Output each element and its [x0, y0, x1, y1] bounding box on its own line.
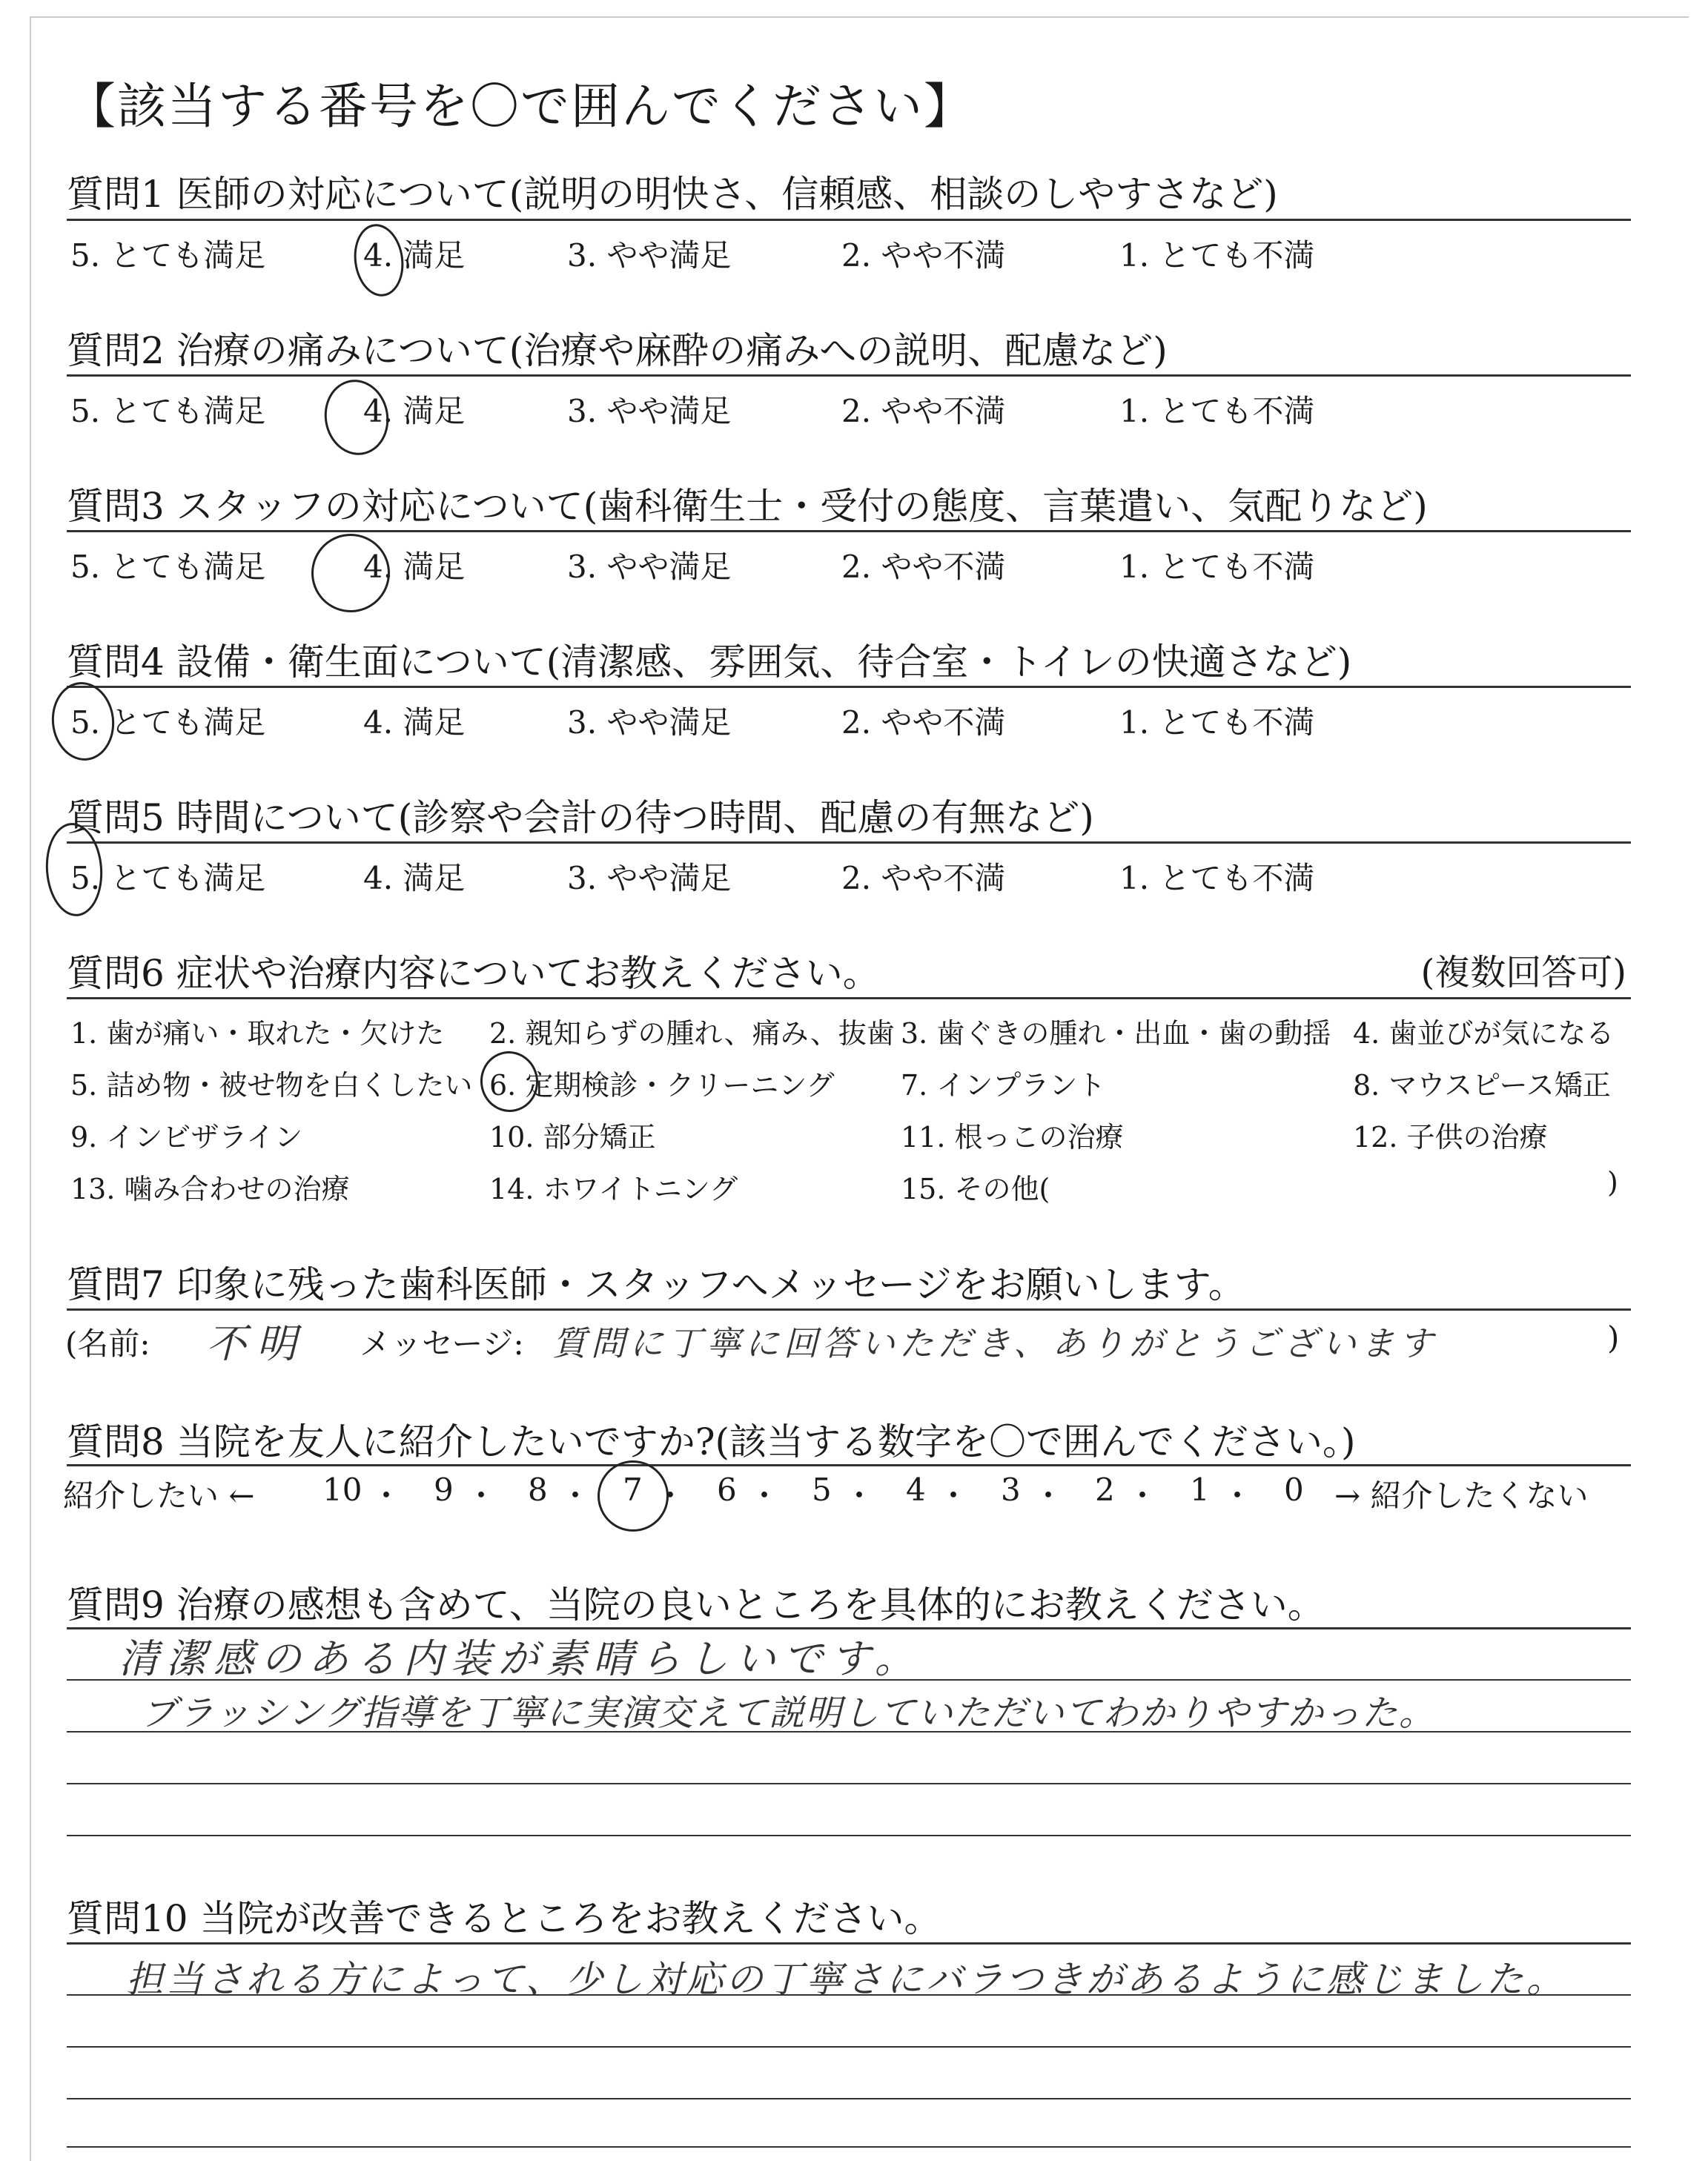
q2-option-2[interactable]: 2. やや不満: [841, 393, 1006, 429]
q7-name-handwritten[interactable]: 不明: [206, 1320, 307, 1367]
q10-write-line-3: [67, 2098, 1631, 2099]
q4-option-2[interactable]: 2. やや不満: [841, 704, 1006, 741]
question-3-label: 質問3 スタッフの対応について(歯科衛生士・受付の態度、言葉遣い、気配りなど): [67, 485, 1428, 528]
question-7-label: 質問7 印象に残った歯科医師・スタッフへメッセージをお願いします。: [67, 1263, 1245, 1306]
q6-other-close: ): [1607, 1166, 1618, 1199]
q8-left-label: 紹介したい ←: [63, 1477, 255, 1514]
q1-option-4[interactable]: 4. 満足: [363, 237, 466, 274]
q5-option-2[interactable]: 2. やや不満: [841, 860, 1006, 896]
form-title: 【該当する番号を〇で囲んでください】: [67, 78, 974, 135]
q6-option-1[interactable]: 1. 歯が痛い・取れた・欠けた: [70, 1017, 445, 1050]
q7-message-handwritten[interactable]: 質問に丁寧に回答いただき、ありがとうございます: [552, 1323, 1438, 1363]
q8-sep-6: ・: [844, 1477, 875, 1514]
q8-value-5[interactable]: 5: [812, 1472, 832, 1508]
q8-sep-1: ・: [371, 1477, 403, 1514]
q8-value-10[interactable]: 10: [322, 1472, 363, 1508]
q6-option-13[interactable]: 13. 噛み合わせの治療: [70, 1173, 350, 1205]
q9-answer-line-1[interactable]: 清潔感のある内装が素晴らしいです。: [119, 1635, 922, 1682]
q8-value-3[interactable]: 3: [1001, 1472, 1021, 1508]
q8-sep-10: ・: [1222, 1477, 1254, 1514]
question-3-rule: [67, 530, 1631, 532]
question-5-rule: [67, 841, 1631, 844]
question-8-label: 質問8 当院を友人に紹介したいですか?(該当する数字を〇で囲んでください。): [67, 1420, 1356, 1463]
question-4-label: 質問4 設備・衛生面について(清潔感、雰囲気、待合室・トイレの快適さなど): [67, 641, 1352, 684]
q6-option-14[interactable]: 14. ホワイトニング: [489, 1173, 738, 1205]
question-6-label: 質問6 症状や治療内容についてお教えください。: [67, 952, 880, 995]
question-4-rule: [67, 686, 1631, 688]
question-6-multiple-note: (複数回答可): [1420, 952, 1626, 993]
question-5-label: 質問5 時間について(診察や会計の待つ時間、配慮の有無など): [67, 796, 1094, 839]
q10-write-line-4: [67, 2146, 1631, 2148]
q8-sep-8: ・: [1033, 1477, 1065, 1514]
q6-option-15[interactable]: 15. その他(: [901, 1173, 1050, 1205]
q7-name-label: (名前:: [65, 1326, 150, 1362]
q4-option-4[interactable]: 4. 満足: [363, 704, 466, 741]
q6-option-9[interactable]: 9. インビザライン: [70, 1121, 303, 1154]
q8-value-9[interactable]: 9: [434, 1472, 454, 1508]
q6-option-3[interactable]: 3. 歯ぐきの腫れ・出血・歯の動揺: [901, 1017, 1331, 1050]
question-10-label: 質問10 当院が改善できるところをお教えください。: [67, 1897, 941, 1940]
q9-write-line-3: [67, 1783, 1631, 1784]
q5-option-5[interactable]: 5. とても満足: [70, 860, 266, 896]
question-2-label: 質問2 治療の痛みについて(治療や麻酔の痛みへの説明、配慮など): [67, 329, 1168, 372]
q8-sep-5: ・: [749, 1477, 781, 1514]
question-6-rule: [67, 997, 1631, 999]
q2-option-4[interactable]: 4. 満足: [363, 393, 466, 429]
q7-close: ): [1607, 1320, 1620, 1356]
q3-option-3[interactable]: 3. やや満足: [567, 549, 732, 585]
q7-message-label: メッセージ:: [360, 1326, 524, 1362]
q8-value-4[interactable]: 4: [906, 1472, 926, 1508]
q8-value-2[interactable]: 2: [1095, 1472, 1115, 1508]
q8-sep-2: ・: [466, 1477, 497, 1514]
q5-option-4[interactable]: 4. 満足: [363, 860, 466, 896]
q8-sep-9: ・: [1127, 1477, 1159, 1514]
q3-option-1[interactable]: 1. とても不満: [1119, 549, 1315, 585]
q8-value-0[interactable]: 0: [1284, 1472, 1304, 1508]
question-1-label: 質問1 医師の対応について(説明の明快さ、信頼感、相談のしやすさなど): [67, 173, 1278, 216]
q9-write-line-2: [67, 1731, 1631, 1733]
q8-right-label: → 紹介したくない: [1334, 1477, 1589, 1514]
q1-option-1[interactable]: 1. とても不満: [1119, 237, 1315, 274]
q6-option-7[interactable]: 7. インプラント: [901, 1069, 1106, 1102]
question-9-label: 質問9 治療の感想も含めて、当院の良いところを具体的にお教えください。: [67, 1583, 1325, 1626]
q3-option-4[interactable]: 4. 満足: [363, 549, 466, 585]
q8-sep-7: ・: [938, 1477, 970, 1514]
q8-sep-4: ・: [655, 1477, 686, 1514]
q6-option-8[interactable]: 8. マウスピース矯正: [1353, 1069, 1611, 1102]
q5-option-1[interactable]: 1. とても不満: [1119, 860, 1315, 896]
q4-option-1[interactable]: 1. とても不満: [1119, 704, 1315, 741]
q2-option-5[interactable]: 5. とても満足: [70, 393, 266, 429]
q5-option-3[interactable]: 3. やや満足: [567, 860, 732, 896]
question-8-rule: [67, 1464, 1631, 1466]
q9-answer-line-2[interactable]: ブラッシング指導を丁寧に実演交えて説明していただいてわかりやすかった。: [141, 1692, 1436, 1734]
q6-option-2[interactable]: 2. 親知らずの腫れ、痛み、抜歯: [489, 1017, 895, 1050]
q6-option-10[interactable]: 10. 部分矯正: [489, 1121, 656, 1154]
question-1-rule: [67, 219, 1631, 221]
q3-option-2[interactable]: 2. やや不満: [841, 549, 1006, 585]
q3-option-5[interactable]: 5. とても満足: [70, 549, 266, 585]
q9-write-line-1: [67, 1679, 1631, 1681]
question-10-rule: [67, 1942, 1631, 1945]
q10-write-line-2: [67, 2046, 1631, 2048]
q6-option-6[interactable]: 6. 定期検診・クリーニング: [489, 1069, 835, 1102]
q6-option-4[interactable]: 4. 歯並びが気になる: [1353, 1017, 1615, 1050]
q1-option-3[interactable]: 3. やや満足: [567, 237, 732, 274]
q10-write-line-1: [67, 1994, 1631, 1996]
q4-option-3[interactable]: 3. やや満足: [567, 704, 732, 741]
q10-answer-line-1[interactable]: 担当される方によって、少し対応の丁寧さにバラつきがあるように感じました。: [126, 1958, 1566, 2001]
q8-value-1[interactable]: 1: [1190, 1472, 1210, 1508]
q6-option-12[interactable]: 12. 子供の治療: [1353, 1121, 1548, 1154]
q2-option-1[interactable]: 1. とても不満: [1119, 393, 1315, 429]
q8-sep-3: ・: [560, 1477, 592, 1514]
q6-option-11[interactable]: 11. 根っこの治療: [901, 1121, 1124, 1154]
q9-write-line-4: [67, 1835, 1631, 1836]
q8-value-6[interactable]: 6: [717, 1472, 737, 1508]
q4-option-5[interactable]: 5. とても満足: [70, 704, 266, 741]
question-7-rule: [67, 1308, 1631, 1311]
q8-value-8[interactable]: 8: [528, 1472, 548, 1508]
q1-option-5[interactable]: 5. とても満足: [70, 237, 266, 274]
q2-option-3[interactable]: 3. やや満足: [567, 393, 732, 429]
q1-option-2[interactable]: 2. やや不満: [841, 237, 1006, 274]
question-2-rule: [67, 374, 1631, 377]
q8-value-7[interactable]: 7: [623, 1472, 643, 1508]
q6-option-5[interactable]: 5. 詰め物・被せ物を白くしたい: [70, 1069, 473, 1102]
